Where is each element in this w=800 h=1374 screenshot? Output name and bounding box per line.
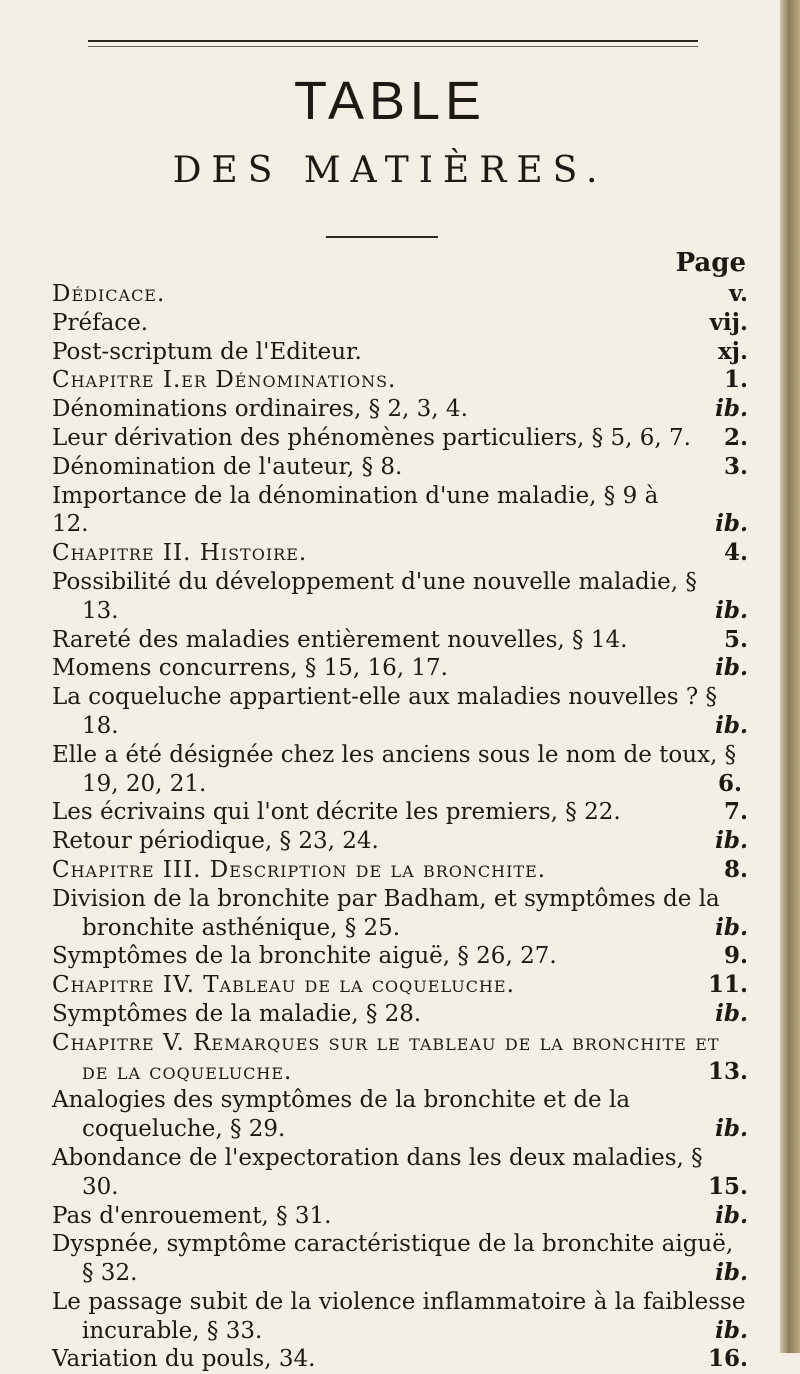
toc-entry-page: ib. — [715, 1115, 748, 1143]
toc-entry-text: Chapitre IV. Tableau de la coqueluche. — [52, 972, 515, 999]
toc-entry-text: Chapitre III. Description de la bronchite. — [52, 856, 547, 883]
table-of-contents — [52, 280, 748, 1374]
toc-entry-text: Préface. — [52, 309, 149, 336]
toc-entry-page: ib. — [715, 827, 748, 855]
toc-entry — [52, 539, 748, 568]
toc-entry-page: 3. — [723, 452, 748, 480]
toc-entry — [52, 942, 748, 971]
toc-entry — [52, 856, 748, 885]
toc-entry-page: 11. — [707, 971, 748, 999]
toc-entry-page: 15. — [707, 1172, 748, 1200]
toc-entry-page: ib. — [715, 654, 748, 682]
toc-entry-text: Dyspnée, symptôme caractéristique de la bronchite aiguë, § 32. — [52, 1231, 734, 1287]
toc-entry-text: Abondance de l'expectoration dans les deux maladies, § 30. — [52, 1144, 703, 1200]
toc-entry-page: 2. — [723, 423, 748, 451]
toc-entry-text: Elle a été désignée chez les anciens sous le nom de toux, § 19, 20, 21. — [52, 741, 737, 797]
toc-entry — [52, 1288, 748, 1346]
title-divider — [326, 236, 438, 238]
page-column-label: Page — [675, 248, 746, 278]
toc-entry-text: Chapitre II. Histoire. — [52, 540, 308, 567]
toc-entry-text: Retour périodique, § 23, 24. — [52, 828, 379, 855]
toc-entry — [52, 885, 748, 943]
header-rule — [88, 40, 698, 42]
toc-entry-text: La coqueluche appartient-elle aux maladies nouvelles ? § 18. — [52, 684, 717, 739]
toc-entry: Elle a été désignée chez les anciens sous le nom de toux, § 19, 20, 21. 6. — [52, 741, 743, 797]
toc-entry-page: ib. — [715, 510, 748, 538]
toc-entry — [52, 827, 748, 856]
toc-entry-text: Les écrivains qui l'ont décrite les premiers, § 22. — [52, 799, 621, 826]
toc-entry-page: ib. — [715, 711, 748, 739]
toc-entry-page: 7. — [723, 798, 748, 826]
toc-entry-text: Leur dérivation des phénomènes particuliers, § 5, 6, 7. — [52, 424, 691, 451]
toc-entry — [52, 798, 748, 827]
toc-entry-text: Variation du pouls, 34. — [52, 1346, 316, 1373]
header-rule-thin — [88, 46, 698, 47]
toc-entry-text: Symptômes de la bronchite aiguë, § 26, 27. — [52, 943, 557, 970]
toc-entry-page: v. — [728, 280, 748, 307]
toc-entry-text: Pas d'enrouement, § 31. — [52, 1202, 332, 1229]
book-binding-edge — [780, 0, 800, 1353]
toc-entry-page: ib. — [715, 999, 748, 1027]
toc-entry — [52, 309, 748, 338]
toc-entry-page: 4. — [723, 539, 748, 567]
toc-entry-text: Chapitre V. Remarques sur le tableau de la bronchite et de la coqueluche. — [52, 1029, 720, 1085]
toc-entry — [52, 453, 748, 482]
toc-entry-page: xj. — [717, 337, 748, 365]
toc-entry-page: 1. — [723, 366, 748, 394]
toc-entry — [52, 1345, 748, 1374]
toc-entry-text: Analogies des symptômes de la bronchite et de la coqueluche, § 29. — [52, 1087, 631, 1143]
toc-entry — [52, 654, 748, 683]
toc-entry-page: 13. — [707, 1057, 748, 1085]
toc-entry-text: Momens concurrens, § 15, 16, 17. — [52, 655, 448, 682]
toc-entry — [52, 395, 748, 424]
toc-entry-page: 16. — [707, 1345, 748, 1373]
toc-entry — [52, 338, 748, 367]
toc-entry — [52, 366, 748, 395]
toc-entry — [52, 1230, 748, 1288]
toc-entry — [52, 424, 748, 453]
toc-entry — [52, 280, 748, 309]
toc-entry — [52, 1086, 748, 1144]
toc-entry-text: Rareté des maladies entièrement nouvelles, § 14. — [52, 626, 628, 653]
toc-entry-text: Possibilité du développement d'une nouvelle maladie, § 13. — [52, 568, 697, 624]
toc-entry-page: ib. — [715, 913, 748, 941]
page-title: TABLE — [293, 71, 487, 131]
toc-entry — [52, 1000, 748, 1029]
toc-entry-page: ib. — [715, 395, 748, 423]
toc-entry-text: Dénomination de l'auteur, § 8. — [52, 453, 403, 480]
toc-entry-text: Dédicace. — [52, 281, 166, 307]
toc-entry-text: Le passage subit de la violence inflammatoire à la faiblesse incurable, § 33. — [52, 1288, 746, 1344]
toc-entry-page: ib. — [715, 1316, 748, 1344]
toc-entry-page: vij. — [709, 308, 748, 336]
toc-entry — [52, 482, 748, 540]
toc-entry-text: Dénominations ordinaires, § 2, 3, 4. — [52, 396, 468, 423]
page-subtitle: DES MATIÈRES. — [172, 150, 608, 191]
toc-entry-page: ib. — [715, 1259, 748, 1287]
toc-entry — [52, 1144, 748, 1202]
toc-entry-text: Post-scriptum de l'Editeur. — [52, 338, 362, 365]
toc-entry — [52, 568, 748, 626]
toc-entry-page: 5. — [723, 625, 748, 653]
toc-entry — [52, 683, 748, 741]
toc-entry-text: Chapitre I.er Dénominations. — [52, 367, 397, 394]
toc-entry-page: 8. — [723, 855, 748, 883]
toc-entry-page: ib. — [715, 596, 748, 624]
toc-entry — [52, 626, 748, 655]
toc-entry-text: Division de la bronchite par Badham, et symptômes de la bronchite asthénique, § 25. — [52, 885, 720, 941]
toc-entry-text: Importance de la dénomination d'une maladie, § 9 à 12. — [52, 482, 659, 538]
toc-entry — [52, 1202, 748, 1231]
toc-entry — [52, 971, 748, 1000]
toc-entry — [52, 1029, 748, 1087]
toc-entry-text: Symptômes de la maladie, § 28. — [52, 1000, 422, 1027]
toc-entry-page: ib. — [715, 1201, 748, 1229]
toc-entry-page: 9. — [723, 942, 748, 970]
